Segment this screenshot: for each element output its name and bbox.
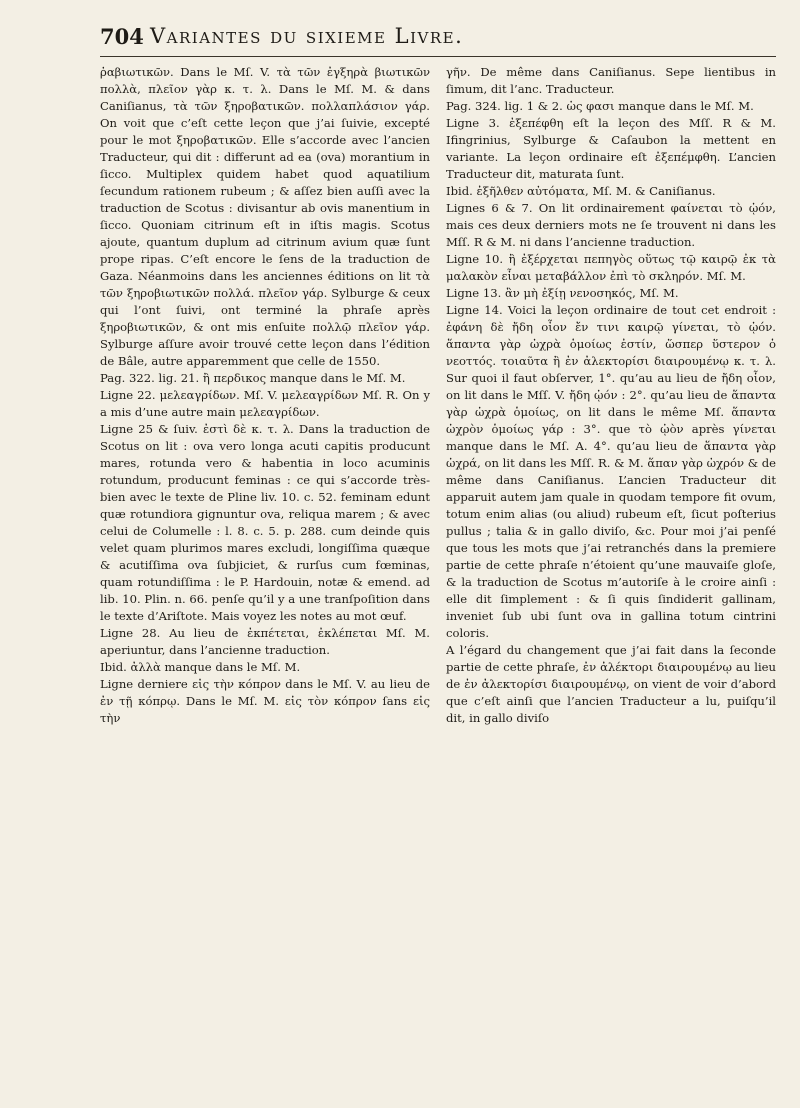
left-column [100,64,430,1094]
paragraph: Ibid. ἐξῆλθεν αὐτόματα, Mſ. M. & Caniſianus. [446,184,716,198]
page-number: 704 [100,24,144,49]
running-title: Variantes du sixieme Livre. [150,24,464,48]
paragraph: Ligne derniere εἰς τὴν κόπρον dans le Mſ. V. au lieu de ἐν τῇ κόπρῳ. Dans le Mſ. M. εἰς τὸν κόπρον ſans εἰς τὴν [100,677,430,725]
header-rule [100,56,776,57]
paragraph: Ligne 13. ἂν μὴ ἐξίῃ νενοσηκός, Mſ. M. [446,286,679,300]
paragraph: Ligne 22. μελεαγρίδων. Mſ. V. μελεαγρίδων Mſ. R. On y a mis d’une autre main μελεαγρίδων. [100,388,430,419]
paragraph: Ligne 25 & ſuiv. ἐστὶ δὲ κ. τ. λ. Dans la traduction de Scotus on lit : ova vero longa acuti capitis producunt mares, rotunda vero & habentia in loco acuminis rotundum, producunt feminas : ce qui s’accorde très-bien avec le texte de Pline liv. 10. c. 52. feminam edunt quæ rotundiora gignuntur ova, reliqua marem ; & avec celui de Columelle : l. 8. c. 5. p. 288. cum deinde quis velet quam plurimos mares excludi, longiſſima quæque & acutiſſima ova ſubjiciet, & rurſus cum fœminas, quam rotundiſſima : le P. Hardouin, notæ & emend. ad lib. 10. Plin. n. 66. penſe qu’il y a une tranſpoſition dans le texte d’Ariſtote. Mais voyez les notes au mot œuf. [100,422,430,623]
paragraph: γῆν. De même dans Caniſianus. Sepe lientibus in ſimum, dit l’anc. Traducteur. [446,65,776,96]
paragraph: Ligne 10. ἢ ἐξέρχεται πεπηγὸς οὕτως τῷ καιρῷ ἐκ τὰ μαλακὸν εἶναι μεταβάλλον ἐπὶ τὸ σκληρόν. Mſ. M. [446,252,776,283]
paragraph: Lignes 6 & 7. On lit ordinairement φαίνεται τὸ ᾠόν, mais ces deux derniers mots ne ſe trouvent ni dans les Mſſ. R & M. ni dans l’ancienne traduction. [446,201,776,249]
paragraph: Pag. 322. lig. 21. ἢ περδικος manque dans le Mſ. M. [100,371,406,385]
right-column [446,64,776,1094]
paragraph: Ligne 14. Voici la leçon ordinaire de tout cet endroit : ἐφάνη δὲ ἤδη οἷον ἔν τινι καιρῷ γίνεται, τὸ ᾠόν. ἅπαντα γὰρ ὠχρὰ ὁμοίως ἐστίν, ὥσπερ ὕστερον ὁ νεοττός. τοιαῦτα ἢ ἐν ἀλεκτορίσι διαιρουμένῳ κ. τ. λ. Sur quoi il faut obſerver, 1°. qu’au au lieu de ἤδη οἷον, on lit dans le Mſſ. V. ἤδη ᾠόν : 2°. qu’au lieu de ἅπαντα γὰρ ὠχρὰ ὁμοίως, on lit dans le même Mſ. ἅπαντα ὠχρὸν ὁμοίως γάρ : 3°. que τὸ ᾠὸν après γίνεται manque dans le Mſ. A. 4°. qu’au lieu de ἅπαντα γὰρ ὠχρά, on lit dans les Mſſ. R. & M. ἅπαν γὰρ ὠχρόν & de même dans Caniſianus. L’ancien Traducteur dit apparuit autem jam quale in quodam tempore fit ovum, totum enim alias (ou aliud) rubeum eſt, ſicut poſterius pullus ; talia & in gallo diviſo, &c. Pour moi j’ai penſé que tous les mots que j’ai retranchés dans la premiere partie de cette phraſe n’étoient qu’une mauvaiſe gloſe, & la traduction de Scotus m’autoriſe à le croire ainſi : elle dit ſimplement : & ſi quis ſindiderit gallinam, inveniet ſub ubi ſunt ova in gallina totum cintrini coloris. [446,303,776,640]
paragraph: Pag. 324. lig. 1 & 2. ὡς φασι manque dans le Mſ. M. [446,99,754,113]
paragraph: Ibid. ἀλλὰ manque dans le Mſ. M. [100,660,301,674]
paragraph: Ligne 28. Au lieu de ἐκπέτεται, ἐκλέπεται Mſ. M. aperiuntur, dans l’ancienne traduction. [100,626,430,657]
paragraph: Ligne 3. ἐξεπέφθη eſt la leçon des Mſſ. R & M. Ifingrinius, Sylburge & Caſaubon la mettent en variante. La leçon ordinaire eſt ἐξεπέμφθη. L’ancien Traducteur dit, maturata ſunt. [446,116,776,181]
page-header [100,24,776,56]
paragraph: ῥαβιωτικῶν. Dans le Mſ. V. τὰ τῶν ἐγξηρὰ βιωτικῶν πολλὰ, πλεῖον γὰρ κ. τ. λ. Dans le Mſ. M. & dans Caniſianus, τὰ τῶν ξηροβατικῶν. πολλαπλάσιον γάρ. On voit que c’eſt cette leçon que j’ai ſuivie, excepté pour le mot ξηροβατικῶν. Elle s’accorde avec l’ancien Traducteur, qui dit : differunt ad ea (ova) morantium in ſicco. Multiplex quidem habet quod aquatilium ſecundum rationem rubeum ; & aſſez bien auſſi avec la traduction de Scotus : divisantur ab ovis manentium in ſicco. Quoniam citrinum eſt in iſtis magis. Scotus ajoute, quantum duplum ad citrinum avium quæ ſunt prope ripas. C’eſt encore le ſens de la traduction de Gaza. Néanmoins dans les anciennes éditions on lit τὰ τῶν ξηροβιωτικῶν πολλά. πλεῖον γάρ. Sylburge & ceux qui l’ont ſuivi, ont terminé la phraſe après ξηροβιωτικῶν, & ont mis enſuite πολλῷ πλεῖον γάρ. Sylburge aſſure avoir trouvé cette leçon dans l’édition de Bâle, autre apparemment que celle de 1550. [100,65,430,368]
paragraph: A l’égard du changement que j’ai fait dans la ſeconde partie de cette phraſe, ἐν ἀλέκτορι διαιρουμένῳ au lieu de ἐν ἀλεκτορίσι διαιρουμένῳ, on vient de voir d’abord que c’eſt ainſi que l’ancien Traducteur a lu, puiſqu’il dit, in gallo diviſo [446,643,776,725]
